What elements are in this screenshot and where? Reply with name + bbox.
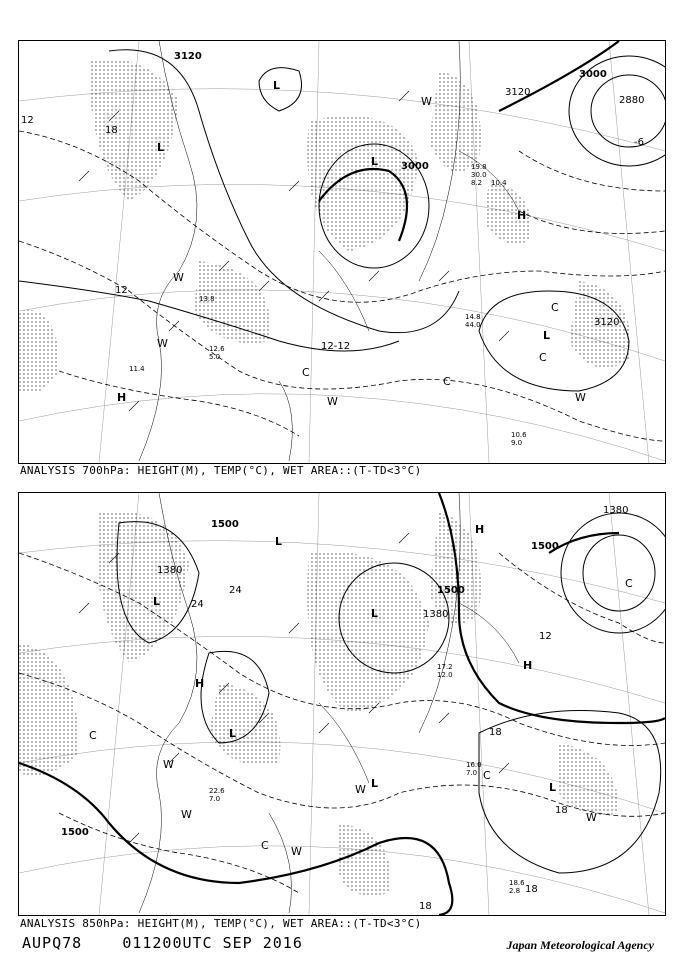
station-dewpoint-depression: 7.0 xyxy=(209,795,221,803)
cold-center: C xyxy=(625,577,633,590)
contour-label: 1380 xyxy=(423,609,449,620)
isotherm-label: 12 xyxy=(539,631,552,642)
high-center: H xyxy=(523,659,533,672)
station-temp: 10.6 xyxy=(511,431,527,439)
contour-label: 1500 xyxy=(211,519,239,530)
isotherm-label: 18 xyxy=(489,727,502,738)
high-center: H xyxy=(117,391,127,404)
cold-center: C xyxy=(443,375,451,388)
station-dewpoint-depression: 5.0 xyxy=(209,353,221,361)
warm-center: W xyxy=(586,811,597,824)
contour-label: 3120 xyxy=(594,317,620,328)
product-code: AUPQ78 xyxy=(22,934,83,952)
isotherm-label: 18 xyxy=(555,805,568,816)
station-dewpoint-depression: 7.0 xyxy=(466,769,478,777)
station-dewpoint-depression: 12.0 xyxy=(437,671,453,679)
station-temp: 19.8 xyxy=(471,163,487,171)
isotherm-label: 18 xyxy=(525,884,538,895)
station-dewpoint-depression: 30.0 xyxy=(471,171,487,179)
high-center: H xyxy=(475,523,485,536)
isotherm-label: 12 xyxy=(115,285,128,296)
warm-center: W xyxy=(173,271,184,284)
warm-center: W xyxy=(327,395,338,408)
isotherm-label: 24 xyxy=(191,599,204,610)
station-temp: 14.8 xyxy=(465,313,481,321)
low-center: L xyxy=(549,781,557,794)
cold-center: C xyxy=(551,301,559,314)
station-temp: 22.6 xyxy=(209,787,225,795)
contour-label: 3000 xyxy=(401,161,429,172)
caption-850hpa: ANALYSIS 850hPa: HEIGHT(M), TEMP(°C), WET AREA::(T-TD<3°C) xyxy=(20,917,422,930)
low-center: L xyxy=(153,595,161,608)
wet-areas xyxy=(19,512,619,896)
map-panel-850hpa xyxy=(18,492,666,916)
cold-center: C xyxy=(302,366,310,379)
warm-center: W xyxy=(291,845,302,858)
station-temp: 16.0 xyxy=(466,761,482,769)
chart-identifier xyxy=(22,934,303,952)
station-temp: 12.6 xyxy=(209,345,225,353)
station-temp: 17.2 xyxy=(437,663,453,671)
agency-name: Japan Meteorological Agency xyxy=(506,938,654,952)
isotherm-label: 18 xyxy=(419,901,432,912)
isotherm-label: 12-12 xyxy=(321,341,351,352)
warm-center: W xyxy=(575,391,586,404)
cold-center: C xyxy=(539,351,547,364)
contour-label: 3120 xyxy=(505,87,531,98)
low-center: L xyxy=(229,727,237,740)
low-center: L xyxy=(371,607,379,620)
low-center: L xyxy=(157,141,165,154)
low-center: L xyxy=(273,79,281,92)
low-center: L xyxy=(371,777,379,790)
contour-label: 1500 xyxy=(531,541,559,552)
isotherm-label: 18 xyxy=(105,125,118,136)
low-center: L xyxy=(371,155,379,168)
contour-label: 3120 xyxy=(174,51,202,62)
contour-label: 1380 xyxy=(157,565,183,576)
warm-center: W xyxy=(181,808,192,821)
warm-center: W xyxy=(157,337,168,350)
station-dewpoint-depression: 2.8 xyxy=(509,887,521,895)
contour-label: 1500 xyxy=(437,585,465,596)
contour-label: 3000 xyxy=(579,69,607,80)
high-center: H xyxy=(195,677,205,690)
isotherm-label: -6 xyxy=(634,137,644,148)
cold-center: C xyxy=(483,769,491,782)
contour-label: 2880 xyxy=(619,95,645,106)
contour-label: 1380 xyxy=(603,505,629,516)
map-850hpa-svg xyxy=(19,493,665,915)
station-temp: 11.4 xyxy=(129,365,145,373)
cold-center: C xyxy=(261,839,269,852)
station-temp: 18.6 xyxy=(509,879,525,887)
station-temp: 13.8 xyxy=(199,295,215,303)
warm-center: W xyxy=(355,783,366,796)
warm-center: W xyxy=(163,758,174,771)
low-center: L xyxy=(543,329,551,342)
station-temp: 8.2 xyxy=(471,179,483,187)
station-dewpoint-depression: 44.0 xyxy=(465,321,481,329)
map-panel-700hpa xyxy=(18,40,666,464)
cold-center: C xyxy=(89,729,97,742)
station-dewpoint-depression: 9.0 xyxy=(511,439,523,447)
station-dewpoint-depression: 10.4 xyxy=(491,179,507,187)
isotherm-label: 24 xyxy=(229,585,242,596)
warm-center: W xyxy=(421,95,432,108)
low-center: L xyxy=(275,535,283,548)
high-center: H xyxy=(517,209,527,222)
contour-label: 1500 xyxy=(61,827,89,838)
valid-time: 011200UTC SEP 2016 xyxy=(122,934,303,952)
caption-700hpa: ANALYSIS 700hPa: HEIGHT(M), TEMP(°C), WET AREA::(T-TD<3°C) xyxy=(20,464,422,477)
isotherm-label: 12 xyxy=(21,115,34,126)
map-700hpa-svg xyxy=(19,41,665,463)
